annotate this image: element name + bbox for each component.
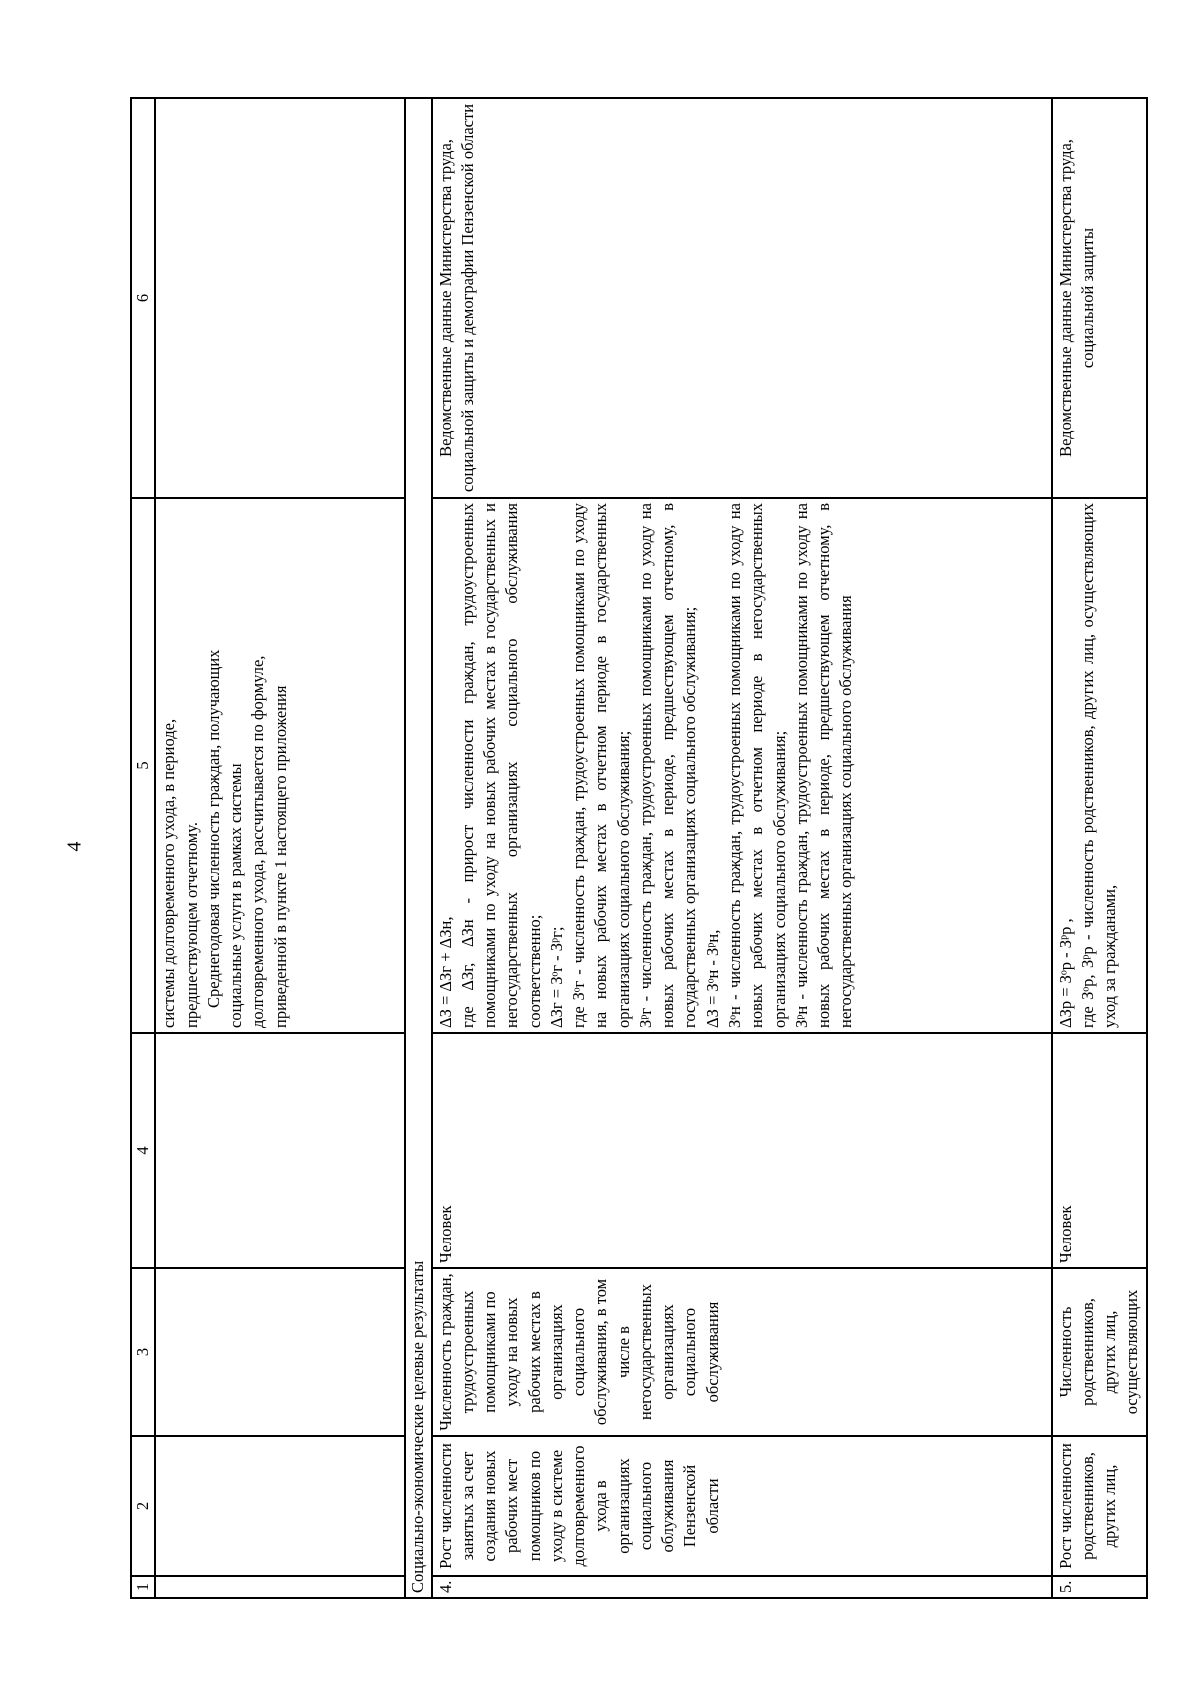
section-title: Социально-экономические целевые результаты bbox=[405, 98, 431, 1598]
indicator-definition: Численность граждан, трудоустроенных помощниками по уходу на новых рабочих местах в организациях социального обслуживания, в том числе в негосударственных организациях социального обслуживания bbox=[432, 1268, 1052, 1436]
header-row bbox=[131, 98, 155, 1598]
calculation-method: ΔЗ = ΔЗг + ΔЗн, где ΔЗг, ΔЗн - прирост численности граждан, трудоустроенных помощниками по уходу на новых рабочих местах в государственных и негосударственных организациях социального обслуживания соответственно; ΔЗг = Зᵒг - Зᵖг; где Зᵒг - численность граждан, трудоустроенных помощниками по уходу на новых рабочих местах в отчетном периоде в государственных организациях социального обслуживания; Зᵖг - численность граждан, трудоустроенных помощниками по уходу на новых рабочих местах в периоде, предшествующем отчетному, в государственных организациях социального обслуживания; ΔЗ = Зᵒн - Зᵖн, Зᵒн - численность граждан, трудоустроенных помощниками по уходу на новых рабочих местах в отчетном периоде в негосударственных организациях социального обслуживания; Зᵖн - численность граждан, трудоустроенных помощниками по уходу на новых рабочих местах в периоде, предшествующем отчетному, в негосударственных организациях социального обслуживания bbox=[432, 498, 1052, 1033]
indicator-definition: Численность родственников, других лиц, осуществляющих bbox=[1052, 1268, 1147, 1436]
header-col-3: 3 bbox=[131, 1268, 155, 1436]
continuation-formula-text: системы долговременного ухода, в периоде, предшествующем отчетному. Среднегодовая численность граждан, получающих социальные услуги в рамках системы долговременного ухода, рассчитывается по формуле, приведенной в пункте 1 настоящего приложения bbox=[155, 498, 405, 1033]
row-number: 5. bbox=[1052, 1576, 1147, 1598]
data-source: Ведомственные данные Министерства труда, социальной защиты bbox=[1052, 98, 1147, 498]
table-row bbox=[1052, 98, 1147, 1598]
continuation-row bbox=[155, 98, 405, 1598]
page-number: 4 bbox=[63, 841, 86, 852]
unit: Человек bbox=[432, 1033, 1052, 1268]
header-col-6: 6 bbox=[131, 98, 155, 498]
row-number: 4. bbox=[432, 1576, 1052, 1598]
calculation-method: ΔЗр = Зᵒр - Зᵖр , где Зᵒр, Зᵖр - численность родственников, других лиц, осуществляющих уход за гражданами, bbox=[1052, 498, 1147, 1033]
indicators-table bbox=[130, 97, 1148, 1599]
table-row bbox=[432, 98, 1052, 1598]
header-col-1: 1 bbox=[131, 1576, 155, 1598]
rotated-table-container bbox=[130, 99, 1142, 1599]
data-source: Ведомственные данные Министерства труда, социальной защиты и демографии Пензенской области bbox=[432, 98, 1052, 498]
section-row bbox=[405, 98, 431, 1598]
header-col-2: 2 bbox=[131, 1436, 155, 1576]
header-col-4: 4 bbox=[131, 1033, 155, 1268]
header-col-5: 5 bbox=[131, 498, 155, 1033]
indicator-name: Рост численности занятых за счет создания новых рабочих мест помощников по уходу в системе долговременного ухода в организациях социального облуживания Пензенской области bbox=[432, 1436, 1052, 1576]
unit: Человек bbox=[1052, 1033, 1147, 1268]
indicator-name: Рост численности родственников, других лиц, bbox=[1052, 1436, 1147, 1576]
